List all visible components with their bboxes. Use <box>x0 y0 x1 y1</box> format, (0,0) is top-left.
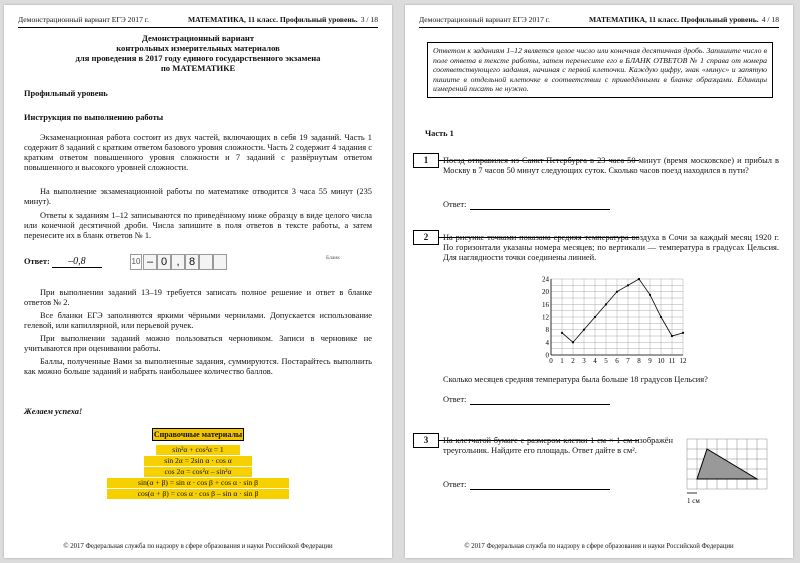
y-tick-label: 24 <box>542 275 549 284</box>
task-1-answer <box>443 200 610 210</box>
x-tick-label: 6 <box>615 357 619 365</box>
data-point <box>616 291 618 293</box>
sample-answer-label: Ответ: <box>24 257 50 266</box>
blank-cell: – <box>143 254 157 270</box>
data-point <box>638 278 640 280</box>
page-3 <box>4 5 392 558</box>
task-2-question: Сколько месяцев средняя температура была больше 18 градусов Цельсия? <box>443 375 708 384</box>
sample-note: Бланк <box>326 255 340 261</box>
data-point <box>572 341 574 343</box>
data-point <box>671 335 673 337</box>
task-3-answer <box>443 480 610 490</box>
task-3-text: На клетчатой бумаге с размером клетки 1 см × 1 см изображён треугольник. Найдите его площадь. Ответ дайте в см². <box>443 436 673 455</box>
page-header <box>419 15 779 28</box>
temperature-chart <box>533 271 693 365</box>
x-tick-label: 3 <box>582 357 586 365</box>
x-tick-label: 2 <box>571 357 575 365</box>
reference-materials <box>104 428 292 500</box>
task-2-text: На рисунке точками показана средняя температура воздуха в Сочи за каждый месяц 1920 г. По горизонтали указаны номера месяцев; по вертикали — температура в градусах Цельсия. Для наглядности точки соединены линией. <box>443 233 779 262</box>
formula: cos 2α = cos²α – sin²α <box>144 467 252 477</box>
y-tick-label: 20 <box>542 288 549 297</box>
x-tick-label: 1 <box>560 357 564 365</box>
blank-cell: , <box>171 254 185 270</box>
page-footer: © 2017 Федеральная служба по надзору в сфере образования и науки Российской Федерации <box>63 543 333 550</box>
y-tick-label: 12 <box>542 313 549 322</box>
y-tick-label: 16 <box>542 300 549 309</box>
answer-field[interactable] <box>470 480 610 490</box>
reference-title: Справочные материалы <box>153 430 243 439</box>
formula: cos(α + β) = cos α · cos β – sin α · sin β <box>107 489 289 499</box>
title-line: Демонстрационный вариант <box>141 33 255 43</box>
scale-label: 1 см <box>687 497 700 505</box>
y-tick-label: 0 <box>545 351 549 360</box>
blank-cell: 8 <box>185 254 199 270</box>
header-page-number: 4 / 18 <box>761 15 779 24</box>
sample-answer-value: –0,8 <box>52 257 102 268</box>
data-point <box>583 329 585 331</box>
blank-cell <box>199 254 213 270</box>
answer-instructions-box: Ответом к заданиям 1–12 является целое число или конечная десятичная дробь. Запишите число в поле ответа в тексте работы, затем перенесите его в БЛАНК ОТВЕТОВ № 1 справа от номера соответствующего задания, начиная с первой клеточки. Каждую цифру, знак «минус» и запятую пишите в отдельной клеточке в соответствии с приведёнными в бланке образцами. Единицы измерений писать не нужно. <box>427 42 773 98</box>
instruction-p4: При выполнении заданий 13–19 требуется записать полное решение и ответ в бланке ответов № 2. <box>24 288 372 307</box>
data-point <box>682 332 684 334</box>
blank-task-number: 10 <box>130 254 142 270</box>
chart-y-ticks <box>542 276 550 360</box>
x-tick-label: 4 <box>593 357 597 365</box>
blank-cell <box>213 254 227 270</box>
y-tick-label: 4 <box>545 338 549 347</box>
task-2-answer <box>443 395 610 405</box>
instruction-p5: Все бланки ЕГЭ заполняются яркими чёрными чернилами. Допускается использование гелевой, или капиллярной, или перьевой ручек. <box>24 311 372 330</box>
data-point <box>649 294 651 296</box>
sample-answer <box>24 257 102 268</box>
x-tick-label: 11 <box>668 357 676 365</box>
task-number-1: 1 <box>413 153 439 168</box>
data-point <box>561 332 563 334</box>
answer-label: Ответ: <box>443 395 467 404</box>
task-number-3: 3 <box>413 433 439 448</box>
data-point <box>605 303 607 305</box>
answer-label: Ответ: <box>443 480 467 489</box>
answer-field[interactable] <box>470 200 610 210</box>
header-left: Демонстрационный вариант ЕГЭ 2017 г. <box>18 15 149 24</box>
wish-text: Желаем успеха! <box>24 407 83 416</box>
task-number-2: 2 <box>413 230 439 245</box>
header-left: Демонстрационный вариант ЕГЭ 2017 г. <box>419 15 550 24</box>
title-line: контрольных измерительных материалов <box>116 43 280 53</box>
x-tick-label: 5 <box>604 357 608 365</box>
part-heading: Часть 1 <box>425 129 454 138</box>
page-footer: © 2017 Федеральная служба по надзору в сфере образования и науки Российской Федерации <box>464 543 734 550</box>
level-heading: Профильный уровень <box>24 89 108 98</box>
blank-cell: 0 <box>157 254 171 270</box>
title-line: по МАТЕМАТИКЕ <box>160 63 236 73</box>
sample-blank-cells <box>130 254 230 269</box>
page-header <box>18 15 378 28</box>
formula: sin²α + cos²α = 1 <box>156 445 240 455</box>
instruction-p1: Экзаменационная работа состоит из двух частей, включающих в себя 19 заданий. Часть 1 содержит 8 заданий с кратким ответом базового уровня сложности. Часть 2 содержит 4 задания с кратким ответом повышенного уровня сложности и 7 заданий с развёрнутым ответом повышенного и высокого уровней сложности. <box>24 133 372 172</box>
x-tick-label: 12 <box>679 357 687 365</box>
instruction-p7: Баллы, полученные Вами за выполненные задания, суммируются. Постарайтесь выполнить как можно больше заданий и набрать наибольшее количество баллов. <box>24 357 372 376</box>
x-tick-label: 0 <box>549 357 553 365</box>
header-center: МАТЕМАТИКА, 11 класс. Профильный уровень. <box>188 15 358 24</box>
answer-label: Ответ: <box>443 200 467 209</box>
doc-title <box>24 33 372 73</box>
x-tick-label: 8 <box>637 357 641 365</box>
chart-grid <box>551 279 683 355</box>
formula: sin 2α = 2sin α · cos α <box>144 456 252 466</box>
x-tick-label: 10 <box>657 357 665 365</box>
data-point <box>594 316 596 318</box>
triangle-grid-figure <box>685 437 769 509</box>
data-point <box>627 284 629 286</box>
task-1-text: Поезд отправился из Санкт-Петербурга в 23 часа 50 минут (время московское) и прибыл в Москву в 7 часов 50 минут следующих суток. Сколько часов поезд находился в пути? <box>443 156 779 175</box>
formula: sin(α + β) = sin α · cos β + cos α · sin β <box>107 478 289 488</box>
instruction-p2: На выполнение экзаменационной работы по математике отводится 3 часа 55 минут (235 минут). <box>24 187 372 206</box>
page-4 <box>405 5 793 558</box>
instruction-title: Инструкция по выполнению работы <box>24 113 164 122</box>
header-page-number: 3 / 18 <box>360 15 378 24</box>
x-tick-label: 9 <box>648 357 652 365</box>
instruction-p6: При выполнении заданий можно пользоваться черновиком. Записи в черновике не учитываются при оценивании работы. <box>24 334 372 353</box>
data-point <box>660 316 662 318</box>
title-line: для проведения в 2017 году единого государственного экзамена <box>75 53 321 63</box>
y-tick-label: 8 <box>545 326 549 335</box>
instruction-p3: Ответы к заданиям 1–12 записываются по приведённому ниже образцу в виде целого числа или конечной десятичной дроби. Числа запишите в поля ответов в тексте работы, а затем перенесите их в бланк ответов № 1. <box>24 211 372 240</box>
answer-field[interactable] <box>470 395 610 405</box>
x-tick-label: 7 <box>626 357 630 365</box>
header-center: МАТЕМАТИКА, 11 класс. Профильный уровень. <box>589 15 759 24</box>
chart-x-ticks <box>549 357 687 365</box>
